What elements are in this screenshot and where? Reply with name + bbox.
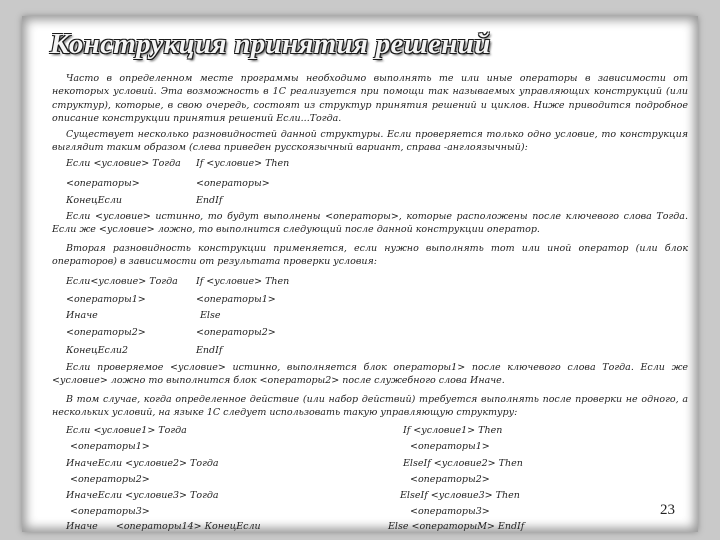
code3-en-line-3: ElseIf <условие2> Then bbox=[403, 458, 523, 469]
paragraph-single-condition: Существует несколько разновидностей данной структуры. Если проверяется только одно условие, то конструкция выглядит таким образом (слева приведен русскоязычный вариант, справа -англоязычный): bbox=[52, 129, 688, 154]
code3-en-line-4: <операторы2> bbox=[410, 474, 490, 485]
paragraph-second-variant: Вторая разновидность конструкции применяется, если нужно выполнять тот или иной оператор (или блок операторов) в зависимости от результата проверки условия: bbox=[52, 243, 688, 268]
code3-en-line-1: If <условие1> Then bbox=[403, 425, 503, 436]
code2-en-line-4: <операторы2> bbox=[196, 327, 276, 338]
code2-en-line-3: Else bbox=[200, 310, 221, 321]
code3-ru-line-1: Если <условие1> Тогда bbox=[66, 425, 187, 436]
code3-ru-line-3: ИначеЕсли <условие2> Тогда bbox=[66, 458, 219, 469]
code3-ru-line-6: <операторы3> bbox=[70, 506, 150, 517]
code3-ru-line-5: ИначеЕсли <условие3> Тогда bbox=[66, 490, 219, 501]
code3-en-line-6: <операторы3> bbox=[410, 506, 490, 517]
code3-en-line-2: <операторы1> bbox=[410, 441, 490, 452]
code1-ru-line-2: <операторы> bbox=[66, 178, 140, 189]
paragraph-multiple-conditions: В том случае, когда определенное действие (или набор действий) требуется выполнять после проверки не одного, а нескольких условий, на языке 1С следует использовать такую управляющую структуру: bbox=[52, 394, 688, 419]
paragraph-condition-check: Если проверяемое <условие> истинно, выполняется блок операторы1> после ключевого слова Тогда. Если же <условие> ложно то выполнится блок <операторы2> после служебного слова Иначе. bbox=[52, 362, 688, 387]
code2-ru-line-1: Если<условие> Тогда bbox=[66, 276, 178, 287]
code1-ru-line-1: Если <условие> Тогда bbox=[66, 158, 181, 169]
code2-ru-line-5: КонецЕсли2 bbox=[66, 345, 129, 356]
code1-en-line-2: <операторы> bbox=[196, 178, 270, 189]
code3-ru-line-4: <операторы2> bbox=[70, 474, 150, 485]
code3-ru-line-7: Иначе <операторы14> КонецЕсли bbox=[66, 521, 261, 532]
code2-en-line-1: If <условие> Then bbox=[196, 276, 290, 287]
code3-en-line-7: Else <операторыМ> EndIf bbox=[388, 521, 525, 532]
page-title: Конструкция принятия решений bbox=[50, 28, 491, 60]
code1-ru-line-3: КонецЕсли bbox=[66, 195, 123, 206]
page-number: 23 bbox=[660, 502, 675, 518]
code1-en-line-3: EndIf bbox=[196, 195, 223, 206]
code3-ru-line-2: <операторы1> bbox=[70, 441, 150, 452]
code3-en-line-5: ElseIf <условие3> Then bbox=[400, 490, 520, 501]
code2-ru-line-3: Иначе bbox=[66, 310, 98, 321]
code2-en-line-2: <операторы1> bbox=[196, 294, 276, 305]
paragraph-condition-true: Если <условие> истинно, то будут выполнены <операторы>, которые расположены после ключевого слова Тогда. Если же <условие> ложно, то выполнится следующий после данной конструкции оператор. bbox=[52, 211, 688, 236]
code2-ru-line-4: <операторы2> bbox=[66, 327, 146, 338]
code2-ru-line-2: <операторы1> bbox=[66, 294, 146, 305]
code2-en-line-5: EndIf bbox=[196, 345, 223, 356]
code1-en-line-1: If <условие> Then bbox=[196, 158, 290, 169]
paragraph-intro: Часто в определенном месте программы необходимо выполнять те или иные операторы в зависимости от некоторых условий. Эта возможность в 1С реализуется при помощи так называемых управляющих конструкций (или структур), которые, в свою очередь, состоят из структур принятия решений и циклов. Ниже приводится подробное описание конструкции принятия решений Если...Тогда. bbox=[52, 73, 688, 125]
